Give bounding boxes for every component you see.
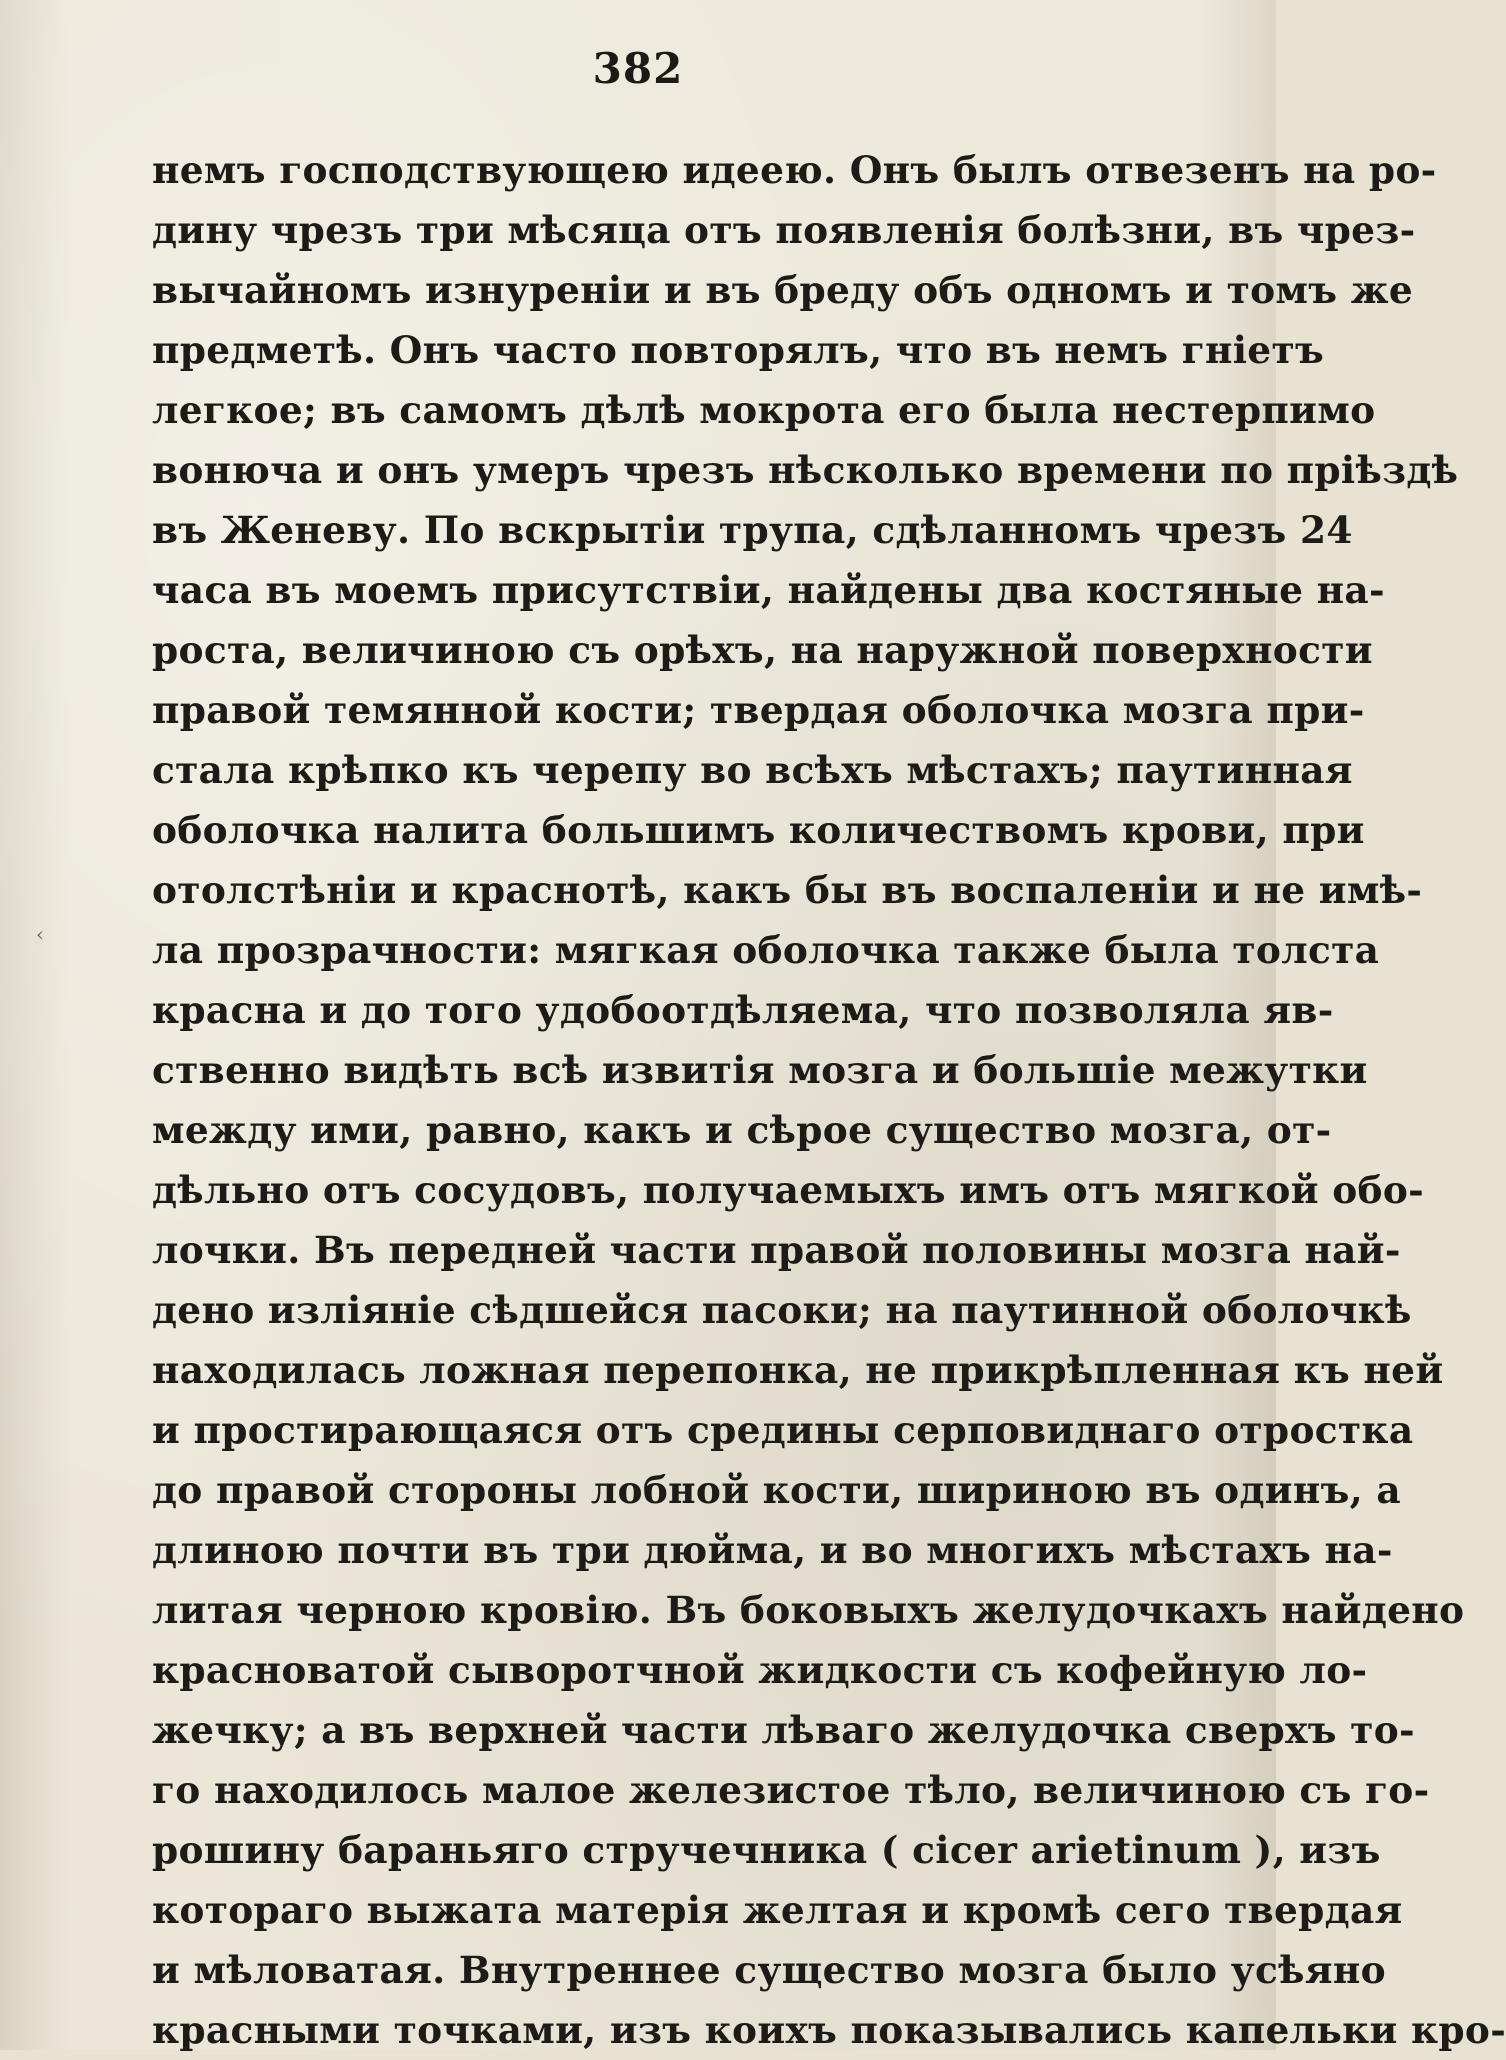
text-line: стала крѣпко къ черепу во всѣхъ мѣстахъ; паутинная [152, 748, 1353, 792]
text-line: котораго выжата матерія желтая и кромѣ сего твердая [152, 1888, 1403, 1932]
text-line: го находилось малое железистое тѣло, величиною съ го- [152, 1768, 1430, 1812]
text-line: длиною почти въ три дюйма, и во многихъ мѣстахъ на- [152, 1528, 1393, 1572]
text-line: вычайномъ изнуреніи и въ бреду объ одномъ и томъ же [152, 268, 1414, 312]
text-line: оболочка налита большимъ количествомъ крови, при [152, 808, 1365, 852]
text-line: и простирающаяся отъ средины серповиднаго отростка [152, 1408, 1414, 1452]
text-line: правой темянной кости; твердая оболочка мозга при- [152, 688, 1365, 732]
text-line: ла прозрачности: мягкая оболочка также была толста [152, 928, 1380, 972]
text-line: часа въ моемъ присутствіи, найдены два костяные на- [152, 568, 1385, 612]
text-line: рошину бараньяго стручечника ( cicer arietinum ), изъ [152, 1828, 1381, 1872]
text-line: литая черною кровію. Въ боковыхъ желудочкахъ найдено [152, 1588, 1465, 1632]
text-line: красными точками, изъ коихъ показывались капельки кро- [152, 2008, 1506, 2052]
text-line: ственно видѣть всѣ извитія мозга и большіе межутки [152, 1048, 1368, 1092]
text-line: предметѣ. Онъ часто повторялъ, что въ немъ гніетъ [152, 328, 1325, 372]
text-line: и мѣловатая. Внутреннее существо мозга было усѣяно [152, 1948, 1386, 1992]
text-line: немъ господствующею идеею. Онъ былъ отвезенъ на ро- [152, 148, 1437, 192]
text-line: находилась ложная перепонка, не прикрѣпленная къ ней [152, 1348, 1444, 1392]
text-line: дину чрезъ три мѣсяца отъ появленія болѣзни, въ чрез- [152, 208, 1416, 252]
text-line: красноватой сыворотчной жидкости съ кофейную ло- [152, 1648, 1368, 1692]
text-line: отолстѣніи и краснотѣ, какъ бы въ воспаленіи и не имѣ- [152, 868, 1423, 912]
text-line: роста, величиною съ орѣхъ, на наружной поверхности [152, 628, 1373, 672]
text-line: дѣльно отъ сосудовъ, получаемыхъ имъ отъ мягкой обо- [152, 1168, 1425, 1212]
body-text [152, 140, 1506, 2060]
text-line: лочки. Въ передней части правой половины мозга най- [152, 1228, 1401, 1272]
text-line: до правой стороны лобной кости, шириною въ одинъ, а [152, 1468, 1401, 1512]
text-line: жечку; а въ верхней части лѣваго желудочка сверхъ то- [152, 1708, 1415, 1752]
text-line: вонюча и онъ умеръ чрезъ нѣсколько времени по пріѣздѣ [152, 448, 1459, 492]
text-line: дено изліяніе сѣдшейся пасоки; на паутинной оболочкѣ [152, 1288, 1412, 1332]
margin-mark: ‹ [36, 922, 44, 946]
text-line: между ими, равно, какъ и сѣрое существо мозга, от- [152, 1108, 1332, 1152]
text-line: въ Женеву. По вскрытіи трупа, сдѣланномъ чрезъ 24 [152, 508, 1353, 552]
text-line: легкое; въ самомъ дѣлѣ мокрота его была нестерпимо [152, 388, 1376, 432]
page-number: 382 [592, 44, 684, 93]
text-line: красна и до того удобоотдѣляема, что позволяла яв- [152, 988, 1334, 1032]
